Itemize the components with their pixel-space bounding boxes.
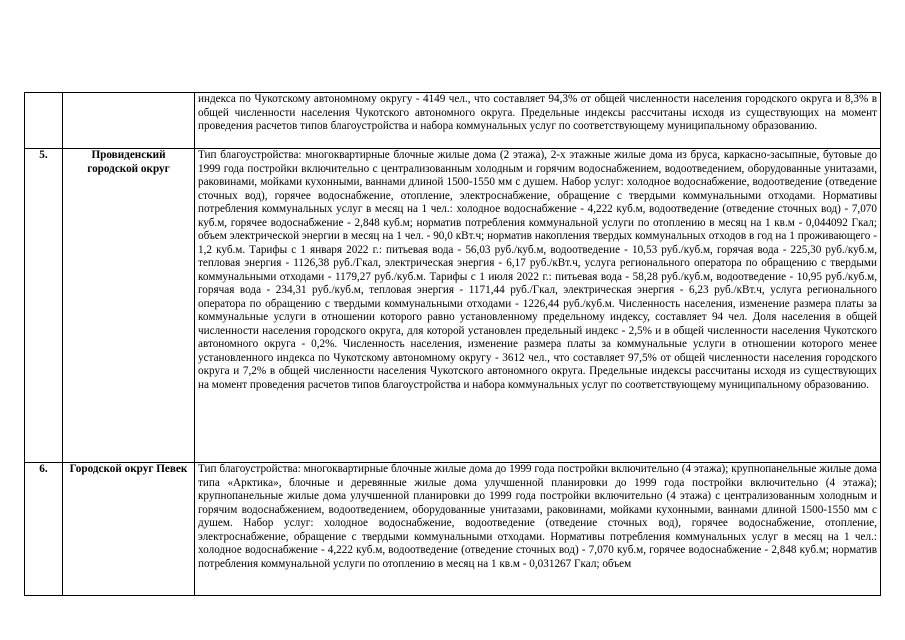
description-cell: Тип благоустройства: многоквартирные блочные жилые дома до 1999 года постройки включительно (4 этажа); крупнопанельные жилые дома типа «Арктика», блочные и деревянные жилые дома улучшенной планировки до 1999 года постройки включительно (4 этажа); крупнопанельные жилые дома улучшенной планировки до 1999 года постройки включительно (4 этажа) с централизованным холодным и горячим водоснабжением, водоотведением, оборудованные унитазами, раковинами, мойками кухонными, ваннами длиной 1500-1550 мм с душем. Набор услуг: холодное водоснабжение, водоотведение (отведение сточных вод), горячее водоснабжение, отопление, электроснабжение, обращение с твердыми коммунальными отходами. Нормативы потребления коммунальных услуг в месяц на 1 чел.: холодное водоснабжение - 4,222 куб.м, водоотведение (отведение сточных вод) - 7,070 куб.м, горячее водоснабжение - 2,848 куб.м; норматив потребления коммунальной услуги по отоплению в месяц на 1 кв.м - 0,031267 Гкал; объем	[195, 463, 881, 596]
description-cell: индекса по Чукотскому автономному округу - 4149 чел., что составляет 94,3% от общей численности населения городского округа и 8,3% в общей численности населения Чукотского автономного округа. Предельные индексы рассчитаны исходя из существующих на момент проведения расчетов типов благоустройства и набора коммунальных услуг по соответствующему муниципальному образованию.	[195, 93, 881, 149]
row-number-cell: 6.	[25, 463, 63, 596]
row-number-cell: 5.	[25, 149, 63, 463]
document-page	[24, 92, 880, 596]
table-row-6	[25, 463, 881, 596]
municipal-index-table	[24, 92, 881, 596]
description-cell: Тип благоустройства: многоквартирные блочные жилые дома (2 этажа), 2-х этажные жилые дома из бруса, каркасно-засыпные, бутовые до 1999 года постройки включительно с централизованным холодным и горячим водоснабжением, водоотведением, оборудованные унитазами, раковинами, мойками кухонными, ваннами длиной 1500-1550 мм с душем. Набор услуг: холодное водоснабжение, водоотведение (отведение сточных вод), горячее водоснабжение, отопление, электроснабжение, обращение с твердыми коммунальными отходами. Нормативы потребления коммунальных услуг в месяц на 1 чел.: холодное водоснабжение - 4,222 куб.м, водоотведение (отведение сточных вод) - 7,070 куб.м, горячее водоснабжение - 2,848 куб.м; норматив потребления коммунальной услуги по отоплению в месяц на 1 кв.м - 0,044092 Гкал; объем электрической энергии в месяц на 1 чел. - 90,0 кВт.ч; норматив накопления твердых коммунальных отходов в год на 1 проживающего - 1,2 куб.м. Тарифы с 1 января 2022 г.: питьевая вода - 56,03 руб./куб.м, водоотведение - 10,53 руб./куб.м, горячая вода - 225,30 руб./куб.м, тепловая энергия - 1126,38 руб./Гкал, электрическая энергия - 6,17 руб./кВт.ч, услуга регионального оператора по обращению с твердыми коммунальными отходами - 1179,27 руб./куб.м. Тарифы с 1 июля 2022 г.: питьевая вода - 58,28 руб./куб.м, водоотведение - 10,95 руб./куб.м, горячая вода - 234,31 руб./куб.м, тепловая энергия - 1171,44 руб./Гкал, электрическая энергия - 6,23 руб./кВт.ч, услуга регионального оператора по обращению с твердыми коммунальными отходами - 1226,44 руб./куб.м. Численность населения, изменение размера платы за коммунальные услуги в отношении которого равно установленному предельному индексу, составляет 94 чел. Доля населения в общей численности населения городского округа, для которой установлен предельный индекс - 2,5% и в общей численности населения Чукотского автономного округа - 0,2%. Численность населения, изменение размера платы за коммунальные услуги в отношении которого менее установленного индекса по Чукотскому автономному округу - 3612 чел., что составляет 97,5% от общей численности населения городского округа и 7,2% в общей численности населения Чукотского автономного округа. Предельные индексы рассчитаны исходя из существующих на момент проведения расчетов типов благоустройства и набора коммунальных услуг по соответствующему муниципальному образованию.	[195, 149, 881, 463]
municipality-name-cell	[63, 93, 195, 149]
table-row-continuation	[25, 93, 881, 149]
municipality-name-cell: Городской округ Певек	[63, 463, 195, 596]
row-number-cell	[25, 93, 63, 149]
municipality-name-cell: Провиденский городской округ	[63, 149, 195, 463]
table-row-5	[25, 149, 881, 463]
